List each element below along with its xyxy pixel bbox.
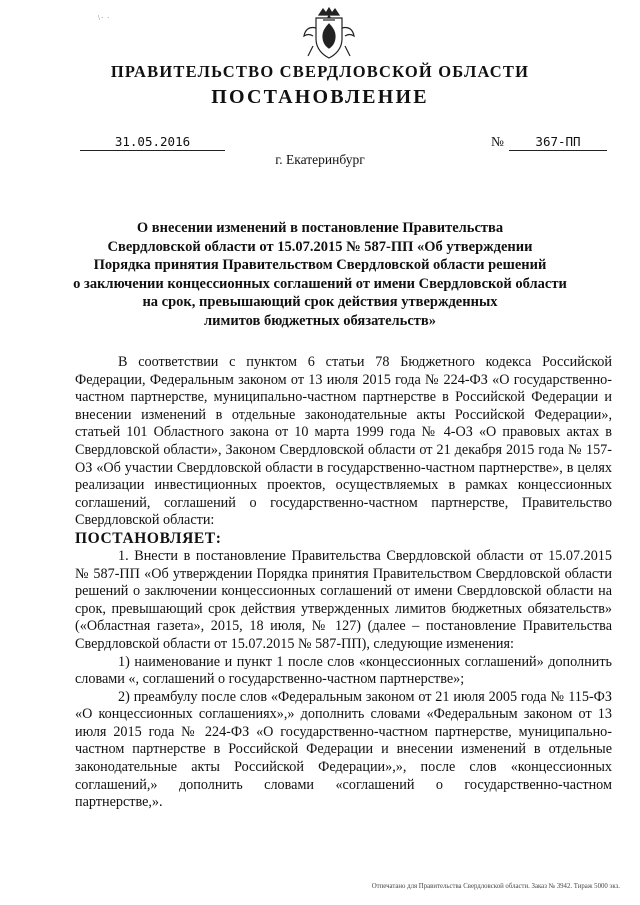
- document-number: 367-ПП: [509, 134, 607, 151]
- item-1-paragraph: 1. Внести в постановление Правительства Свердловской области от 15.07.2015 № 587-ПП «Об утверждении Порядка принятия Правительством Свердловской области решений о заключении концессионных соглашений от имени Свердловской области на срок, превышающий срок действия утвержденных лимитов бюджетных обязательств» («Областная газета», 2015, 18 июля, № 127) (далее – постановление Правительства Свердловской области от 15.07.2015 № 587-ПП), следующие изменения:: [75, 547, 612, 652]
- coat-of-arms-emblem-icon: [301, 6, 357, 62]
- corner-scan-mark: \· ·: [98, 14, 111, 22]
- document-date: 31.05.2016: [80, 134, 225, 151]
- preamble-paragraph: В соответствии с пунктом 6 статьи 78 Бюджетного кодекса Российской Федерации, Федеральным законом от 13 июля 2015 года № 224-ФЗ «О государственно-частном партнерстве, муниципально-частном партнерстве в Российской Федерации и внесении изменений в отдельные законодательные акты Российской Федерации», статьей 101 Областного закона от 10 марта 1999 года № 4-ОЗ «О правовых актах в Свердловской области», Законом Свердловской области от 21 декабря 2015 года № 157-ОЗ «Об участии Свердловской области в государственно-частном партнерстве», в целях реализации инвестиционных проектов, осуществляемых в рамках концессионных соглашений, соглашений о государственно-частном партнерстве, Правительство Свердловской области:: [75, 354, 612, 529]
- document-heading: [60, 219, 580, 330]
- heading-line: О внесении изменений в постановление Правительства: [136, 220, 504, 236]
- document-body: [75, 354, 612, 812]
- heading-line: Свердловской области от 15.07.2015 № 587-ПП «Об утверждении: [107, 238, 533, 255]
- heading-line: о заключении концессионных соглашений от имени Свердловской области: [73, 275, 567, 292]
- decree-word: ПОСТАНОВЛЯЕТ:: [75, 529, 222, 547]
- heading-line: Порядка принятия Правительством Свердловской области решений: [93, 257, 547, 273]
- issue-city: г. Екатеринбург: [275, 152, 365, 167]
- print-footer: Отпечатано для Правительства Свердловской области. Заказ № 3942. Тираж 5000 экз.: [371, 883, 620, 890]
- subitem-1-paragraph: 1) наименование и пункт 1 после слов «концессионных соглашений» дополнить словами «, соглашений о государственно-частном партнерстве»;: [75, 653, 612, 688]
- heading-line: лимитов бюджетных обязательств»: [204, 312, 436, 329]
- number-label: №: [491, 134, 504, 149]
- government-name: ПРАВИТЕЛЬСТВО СВЕРДЛОВСКОЙ ОБЛАСТИ: [110, 62, 530, 81]
- subitem-2-paragraph: 2) преамбулу после слов «Федеральным законом от 21 июля 2005 года № 115-ФЗ «О концессионных соглашениях»,» дополнить словами «Федеральным законом от 13 июля 2015 года № 224-ФЗ «О государственно-частном партнерстве, муниципально-частном партнерстве в Российской Федерации и внесении изменений в отдельные законодательные акты Российской Федерации»,», после слов «концессионных соглашений,» дополнить словами «соглашений о государственно-частном партнерстве,».: [75, 688, 612, 811]
- document-type-title: ПОСТАНОВЛЕНИЕ: [211, 86, 429, 108]
- heading-line: на срок, превышающий срок действия утвержденных: [142, 294, 498, 310]
